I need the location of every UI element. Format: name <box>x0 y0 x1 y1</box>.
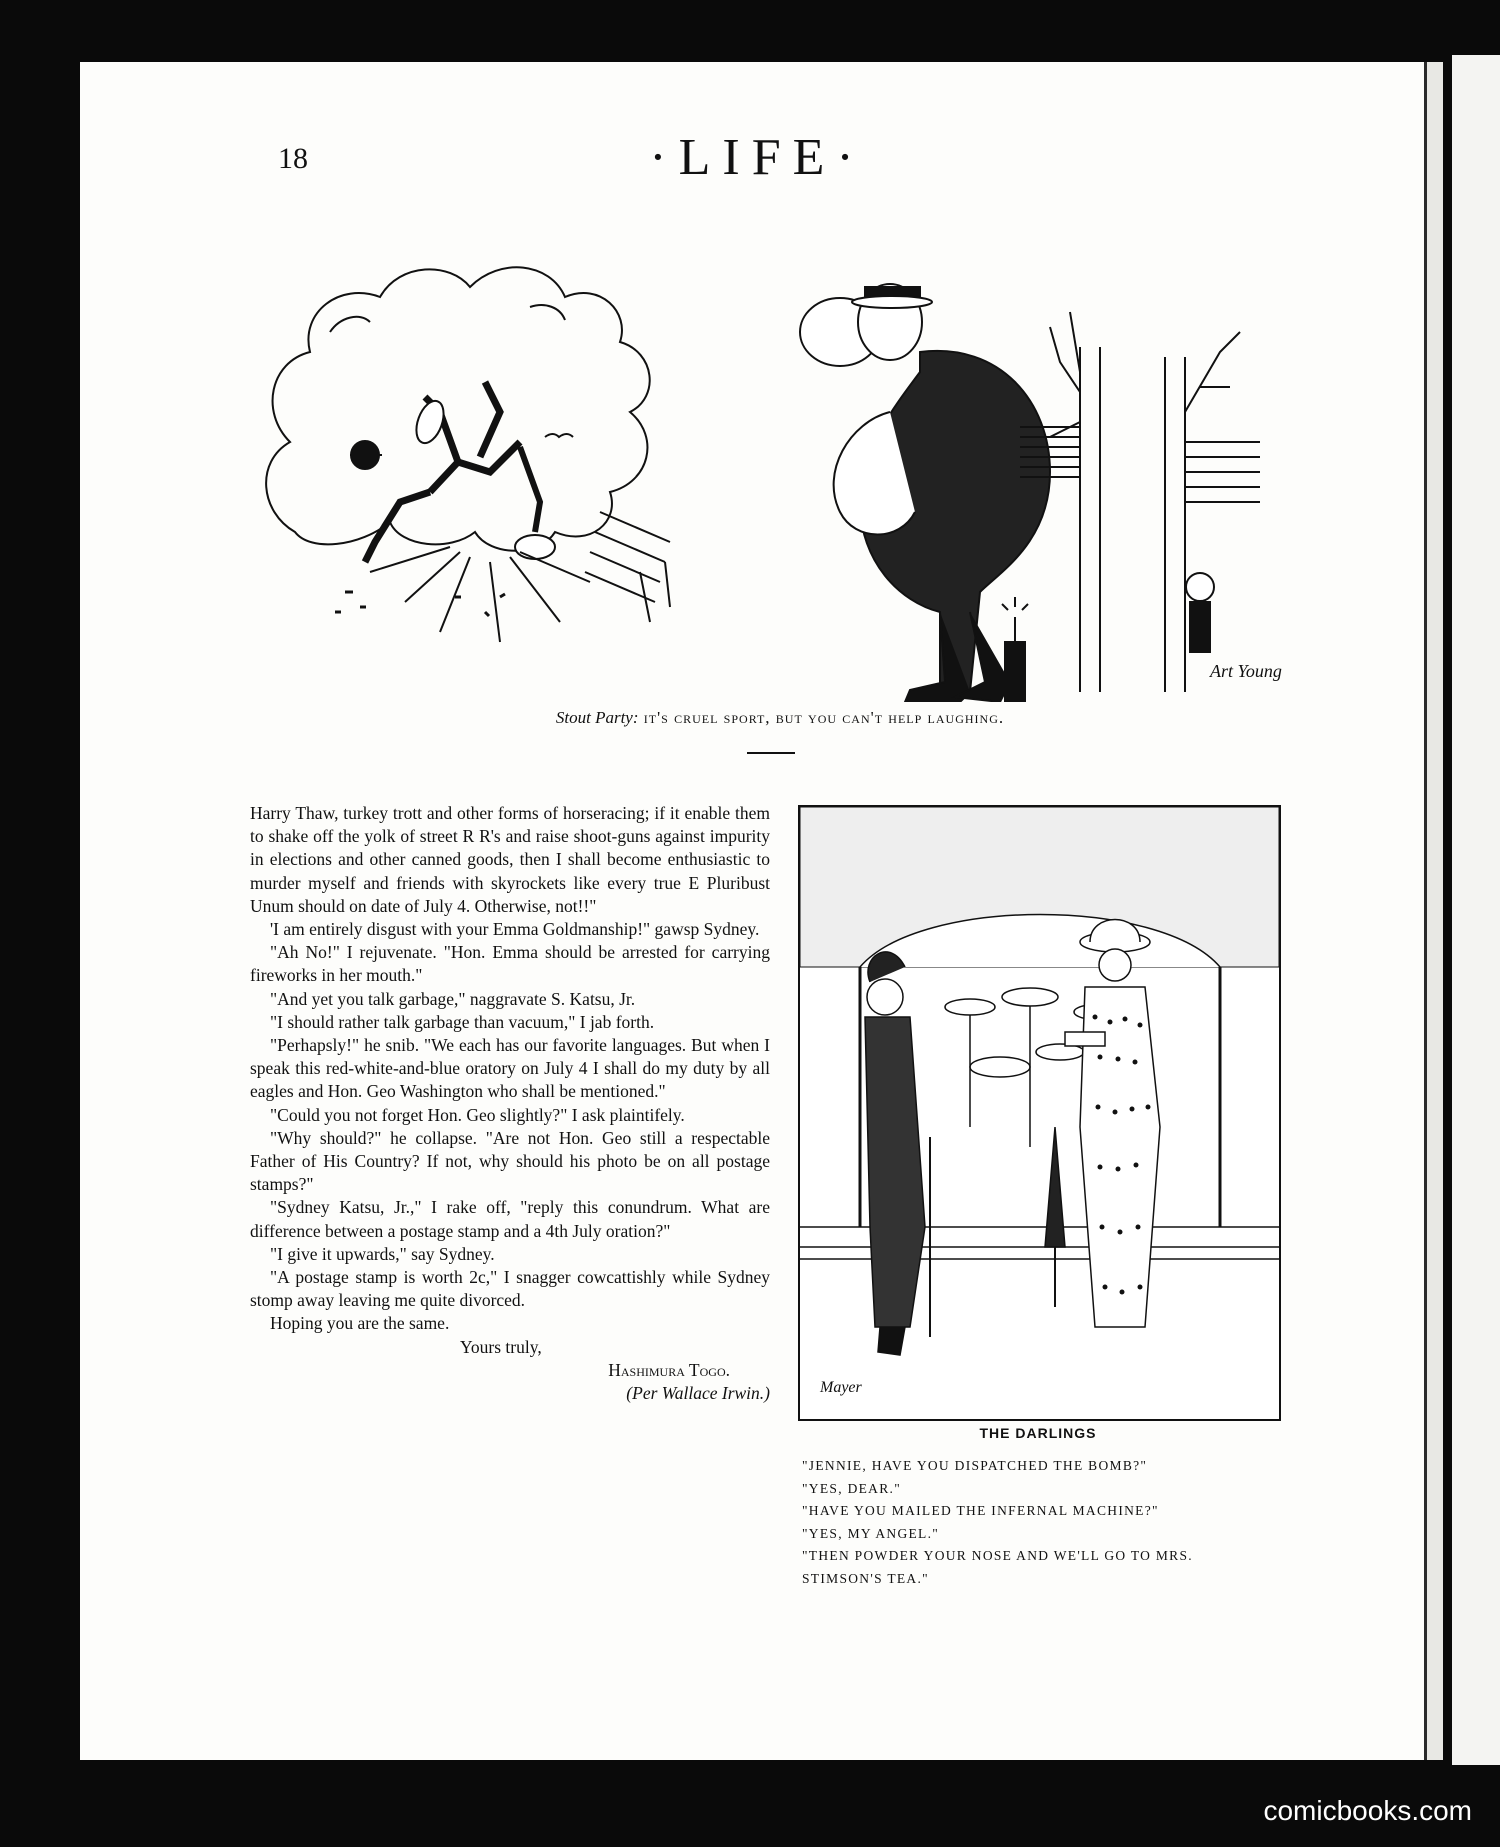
cartoon-stout-party <box>200 212 1300 702</box>
paragraph: 'I am entirely disgust with your Emma Goldmanship!" gawsp Sydney. <box>270 919 760 940</box>
magazine-page <box>80 62 1435 1760</box>
paragraph: "Could you not forget Hon. Geo slightly?" I ask plaintifely. <box>270 1104 685 1125</box>
paragraph: "Ah No!" I rejuvenate. "Hon. Emma should be arrested for carrying fireworks in her mouth." <box>250 942 770 986</box>
paragraph: Hoping you are the same. <box>270 1313 450 1334</box>
hashimura-togo-letter <box>250 802 770 1405</box>
watermark: comicbooks.com <box>1263 1795 1472 1826</box>
art-young-signature: Art Young <box>1210 661 1282 681</box>
dialogue-line: "THEN POWDER YOUR NOSE AND WE'LL GO TO MRS. STIMSON'S TEA." <box>802 1548 1193 1586</box>
dialogue-line: "HAVE YOU MAILED THE INFERNAL MACHINE?" <box>802 1503 1159 1518</box>
dialogue-line: "YES, DEAR." <box>802 1480 901 1496</box>
mayer-signature: Mayer <box>820 1379 862 1396</box>
next-page-sliver <box>1452 55 1500 1765</box>
paragraph: "I should rather talk garbage than vacuum," I jab forth. <box>270 1011 655 1032</box>
paragraph: "A postage stamp is worth 2c," I snagger cowcattishly while Sydney stomp away leaving me quite divorced. <box>250 1267 770 1311</box>
section-rule <box>747 752 795 754</box>
signature-name-text: Hashimura Togo. <box>608 1359 730 1380</box>
caption-body: it's cruel sport, but you can't help laughing. <box>643 708 1005 727</box>
dialogue-line: "YES, MY ANGEL." <box>802 1525 940 1541</box>
paragraph: "Why should?" he collapse. "Are not Hon. Geo still a respectable Father of His Country? If not, why should his photo be on all postage stamps?" <box>250 1127 770 1195</box>
darlings-title: THE DARLINGS <box>979 1425 1097 1441</box>
paragraph: Harry Thaw, turkey trott and other forms of horseracing; if it enable them to shake off the yolk of street R R's and raise shoot-guns against impurity in elections and other canned goods, then I shall become enthusiastic to murder myself and friends with skyrockets like every true E Pluribust Unum should on date of July 4. Otherwise, not!!" <box>250 803 770 916</box>
darlings-dialogue <box>802 1455 1277 1590</box>
paragraph: "I give it upwards," say Sydney. <box>270 1243 495 1264</box>
page-edge <box>1424 62 1443 1760</box>
stout-party-caption <box>380 708 1180 728</box>
signature-name <box>250 1359 770 1382</box>
caption-lead: Stout Party: <box>555 708 639 727</box>
darlings-illustration-frame <box>798 805 1281 1421</box>
page-number: 18 <box>278 142 308 175</box>
masthead-title: ·LIFE· <box>649 129 866 186</box>
paragraph: "And yet you talk garbage," naggravate S. Katsu, Jr. <box>270 988 636 1009</box>
dialogue-line: "JENNIE, HAVE YOU DISPATCHED THE BOMB?" <box>802 1458 1148 1473</box>
paragraph: "Sydney Katsu, Jr.," I rake off, "reply this conundrum. What are difference between a postage stamp and a 4th July oration?" <box>250 1197 770 1241</box>
darlings-illustration <box>800 807 1279 1419</box>
signature-per: (Per Wallace Irwin.) <box>626 1383 770 1404</box>
closing: Yours truly, <box>460 1336 542 1357</box>
paragraph: "Perhapsly!" he snib. "We each has our favorite languages. But when I speak this red-white-and-blue oratory on July 4 I shall do my duty by all eagles and Hon. Geo Washington who shall be mentioned." <box>250 1035 770 1102</box>
